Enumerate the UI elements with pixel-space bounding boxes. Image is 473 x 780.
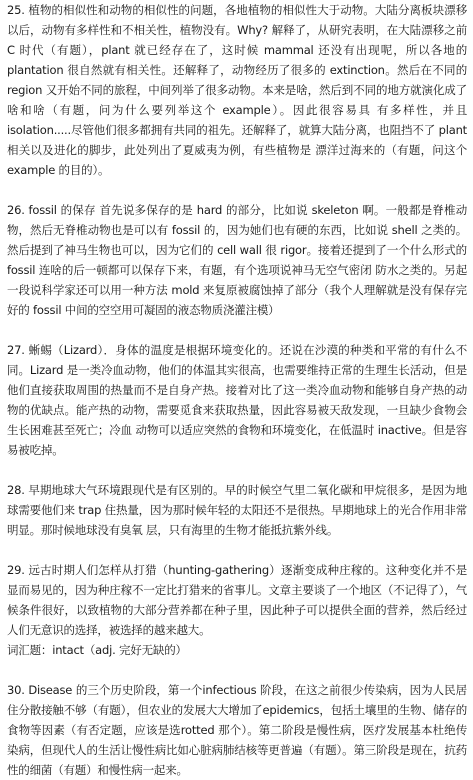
paragraph-30: 30. Disease 的三个历史阶段，第一个infectious 阶段，在这之前很少传染病，因为人民居住分散接触不够（有题），但农业的发展大大增加了epidemics，包括土壤里的生物、储存的食物等因素（有否定题，应该是选rotted 那个）。第二阶段是慢性病，医疗发展基本杜绝传染病，但现代人的生活让慢性病比如心脏病肺结核等更普遍（有题）。第三阶段是现在，抗药性的细菌（有题）和慢性病一起来。 (7, 683, 467, 777)
paragraph-spacer (7, 180, 467, 200)
paragraph-28: 28. 早期地球大气环境跟现代是有区别的。早的时候空气里二氧化碳和甲烷很多，是因为地球需要他们来 trap 住热量，因为那时候年轻的太阳还不是很热。早期地球上的光合作用非常明显。那时候地球没有臭氧 层，只有海里的生物才能抵抗紫外线。 (7, 483, 467, 537)
vocabulary-note: 词汇题：intact（adj. 完好无缺的） (7, 643, 187, 657)
paragraph-spacer (7, 540, 467, 560)
paragraph-29: 29. 远古时期人们怎样从打猎（hunting-gathering）逐渐变成种庄稼的。这种变化并不是显而易见的，因为种庄稼不一定比打猎来的省事儿。文章主要谈了一个地区（不记得了），气候条件很好，以致植物的大部分营养都在种子里，因此种子可以提供全面的营养，然后经过人们无意识的选择，被选择的越来越大。 (7, 563, 467, 637)
paragraph-spacer (7, 460, 467, 480)
paragraph-spacer (7, 320, 467, 340)
paragraph-27: 27. 蜥蜴（Lizard）．身体的温度是根据环境变化的。还说在沙漠的种类和平常的有什么不同。Lizard 是一类冷血动物，他们的体温其实很高，也需要维持正常的生理生长活动，但是他们直接获取周围的热量而不是自身产热。接着对比了这一类冷血动物和能够自身产热的动物的优缺点。能产热的动物，需要觅食来获取热量，因此容易被天敌发现，一旦缺少食物会生长困难甚至死亡；冷血 动物可以适应突然的食物和环境变化，在低温时 inactive。但是容易被吃掉。 (7, 343, 467, 457)
paragraph-26: 26. fossil 的保存 首先说多保存的是 hard 的部分，比如说 skeleton 啊。一般都是脊椎动物，然后无脊椎动物也是可以有 fossil 的，因为她们也有硬的东西，比如说 shell 之类的。然后提到了神马生物也可以，因为它们的 cell wall 很 rigor。接着还提到了一个什么形式的 fossil 连啥的后一顿都可以保存下来，有题，有个选项说神马无空气密闭 防水之类的。另起一段说科学家还可以用一种方法 mold 来复原被腐蚀掉了部分（我个人理解就是没有保存完好的 fossil 中间的空空用可凝固的液态物质浇灌注模） (7, 203, 467, 317)
paragraph-25: 25. 植物的相似性和动物的相似性的问题，各地植物的相似性大于动物。大陆分离板块漂移以后，动物有多样性和不相关性，植物没有。Why? 解释了，从研究表明，在大陆漂移之前 C 时代（有题），plant 就已经存在了，这时候 mammal 还没有出现呢，所以各地的 plantation 很自然就有相关性。还解释了，动物经历了很多的 extinction。然后在不同的 region 又开始不同的旅程，中间列举了很多动物。本来是啥，然后到不同的地方就演化成了啥和啥（有题，问为什么要列举这个 example）。因此很容易具 有多样性，并且 isolation.....尽管他们很多都拥有共同的祖先。还解释了，就算大陆分离，也阻挡不了 plant 相关以及进化的脚步，此处列出了夏威夷为例，有些植物是 漂洋过海来的（有题，问这个 example 的目的）。 (7, 3, 467, 177)
paragraph-spacer (7, 660, 467, 680)
